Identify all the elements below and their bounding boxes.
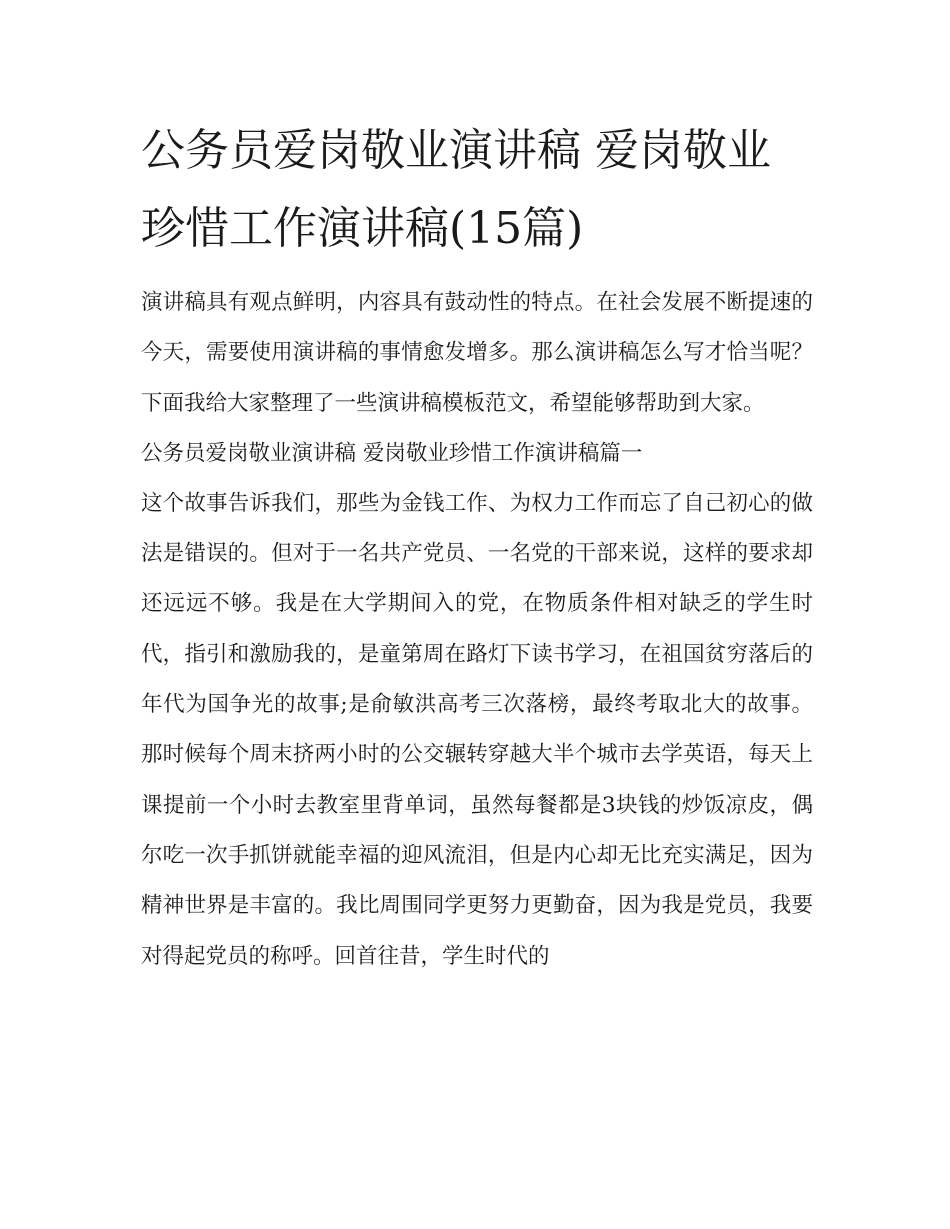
section-heading: 公务员爱岗敬业演讲稿 爱岗敬业珍惜工作演讲稿篇一 <box>141 440 643 466</box>
document-page <box>141 112 813 982</box>
intro-paragraph: 演讲稿具有观点鲜明，内容具有鼓动性的特点。在社会发展不断提速的今天，需要使用演讲稿的事情愈发增多。那么演讲稿怎么写才恰当呢？下面我给大家整理了一些演讲稿模板范文，希望能够帮助到大家。 <box>141 290 813 416</box>
section-body-paragraph: 这个故事告诉我们，那些为金钱工作、为权力工作而忘了自己初心的做法是错误的。但对于一名共产党员、一名党的干部来说，这样的要求却还远远不够。我是在大学期间入的党，在物质条件相对缺乏的学生时代，指引和激励我的，是童第周在路灯下读书学习，在祖国贫穷落后的年代为国争光的故事;是俞敏洪高考三次落榜，最终考取北大的故事。那时候每个周末挤两小时的公交辗转穿越大半个城市去学英语，每天上课提前一个小时去教室里背单词，虽然每餐都是3块钱的炒饭凉皮，偶尔吃一次手抓饼就能幸福的迎风流泪，但是内心却无比充实满足，因为精神世界是丰富的。我比周围同学更努力更勤奋，因为我是党员，我要对得起党员的称呼。回首往昔，学生时代的 <box>141 490 813 969</box>
document-title: 公务员爱岗敬业演讲稿 爱岗敬业珍惜工作演讲稿(15篇) <box>141 125 771 254</box>
